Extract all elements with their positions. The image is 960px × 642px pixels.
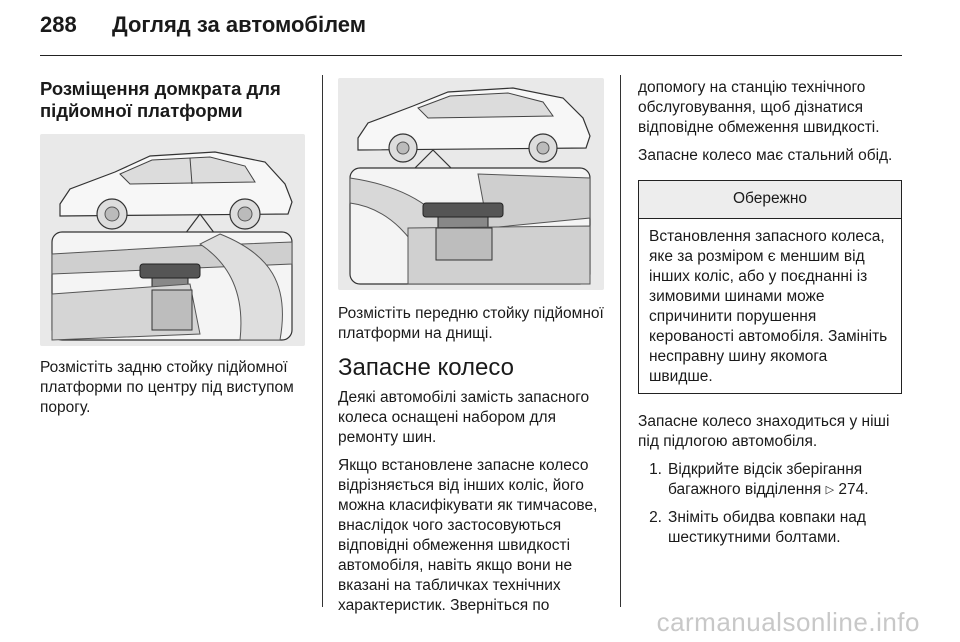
page-reference[interactable]: 274. (838, 481, 869, 498)
section-heading: Розміщення домкрата для підйомної платформи (40, 78, 281, 121)
paragraph: Якщо встановлене запасне колесо відрізняється від інших коліс, його можна класифікувати як тимчасове, внаслідок чого застосовуються відповідні обмеження швидкості автомобіля, навіть якщо вони не вказані на табличках технічних характеристик. Зверніться по (338, 457, 598, 614)
car-lift-illustration (40, 134, 305, 346)
front-lift-point-figure (338, 78, 604, 290)
page-header (40, 12, 366, 48)
column-divider (322, 75, 323, 607)
header-rule (40, 55, 902, 56)
page-number: 288 (40, 12, 77, 37)
arrow-right-icon: ▷ (825, 484, 835, 496)
figure-caption: Розмістіть передню стойку підйомної платформи на днищі. (338, 305, 604, 342)
step-text: Зніміть обидва ковпаки над шестикутними болтами. (668, 509, 866, 546)
step-text-wrap (668, 460, 902, 500)
warning-title: Обережно (639, 181, 901, 219)
section-title: Запасне колесо (338, 354, 515, 381)
page-title: Догляд за автомобілем (112, 12, 367, 37)
list-item (638, 508, 902, 548)
step-number: 2. (649, 509, 662, 526)
step-text: Відкрийте відсік зберігання багажного відділення (668, 461, 863, 498)
paragraph: Деякі автомобілі замість запасного колеса оснащені набором для ремонту шин. (338, 389, 590, 446)
column-middle (338, 78, 604, 624)
column-left (40, 78, 305, 426)
list-item (638, 460, 902, 500)
step-number: 1. (649, 461, 662, 478)
car-underbody-illustration (338, 78, 604, 290)
warning-box (638, 180, 902, 394)
figure-caption: Розмістіть задню стойку підйомної платформи по центру під виступом порогу. (40, 359, 294, 416)
rear-lift-point-figure (40, 134, 305, 346)
steps-list (638, 460, 902, 548)
column-right (638, 78, 902, 556)
watermark: carmanualsonline.info (656, 607, 920, 637)
paragraph: допомогу на станцію технічного обслуговування, щоб дізнатися відповідне обмеження швидкості. (638, 79, 880, 136)
warning-text: Встановлення запасного колеса, яке за розміром є меншим від інших коліс, або у поєднанні із зимовими шинами може спричинити порушення керованості автомобіля. Замініть несправну шину якомога швидше. (649, 228, 888, 385)
paragraph: Запасне колесо має стальний обід. (638, 147, 893, 164)
column-divider (620, 75, 621, 607)
paragraph: Запасне колесо знаходиться у ніші під підлогою автомобіля. (638, 413, 890, 450)
